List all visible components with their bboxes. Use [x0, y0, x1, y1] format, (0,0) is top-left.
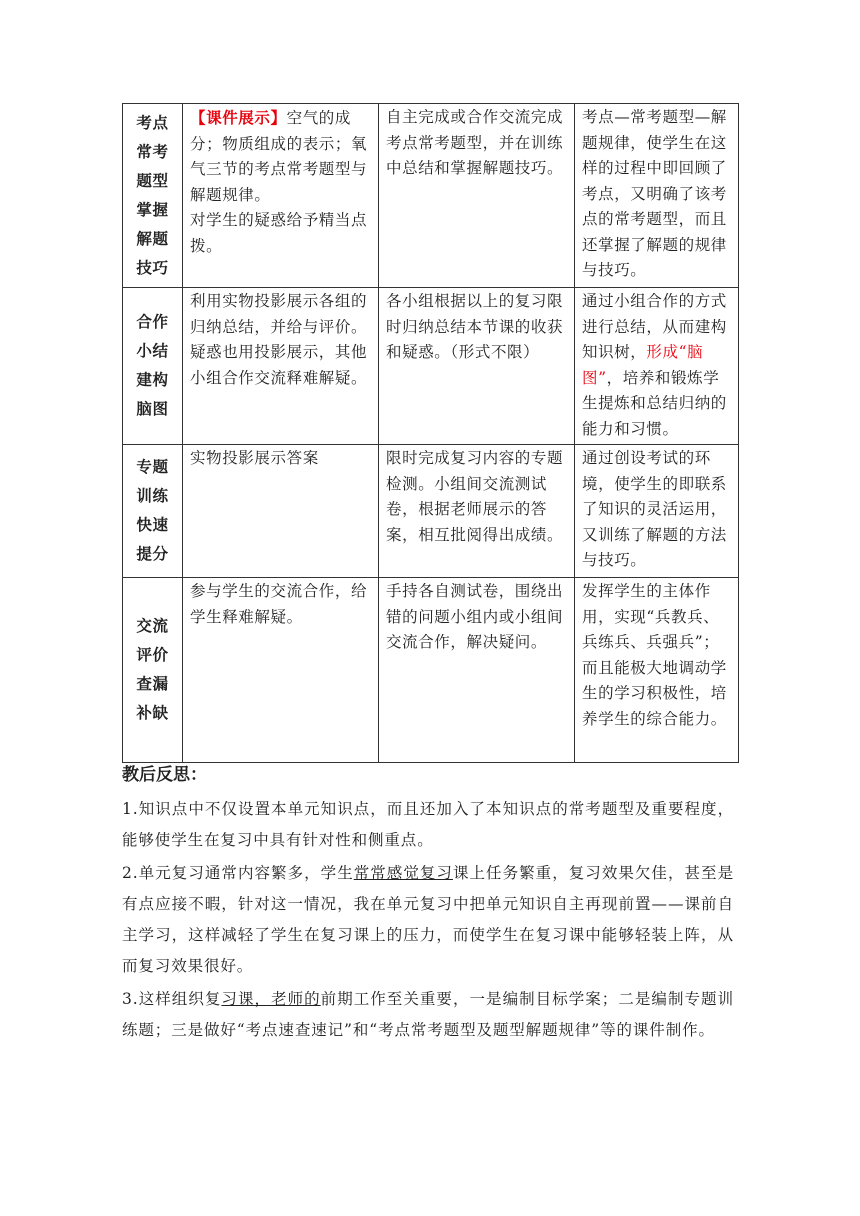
lesson-table — [122, 103, 739, 763]
underlined-text: 习课，老师的 — [221, 990, 321, 1008]
reflection-paragraph-2: 2.单元复习通常内容繁多，学生常常感觉复习课上任务繁重，复习效果欠佳，甚至是有点应接不暇，针对这一情况，我在单元复习中把单元知识自主再现前置——课前自主学习，这样减轻了学生在复习课上的压力，而使学生在复习课中能够轻装上阵，从而复习效果很好。 — [122, 864, 734, 975]
courseware-tag: 【课件展示】 — [190, 108, 287, 127]
student-activity-cell: 限时完成复习内容的专题检测。小组间交流测试卷，根据老师展示的答案，相互批阅得出成绩。 — [379, 445, 575, 578]
reflection-body — [122, 794, 734, 1048]
student-activity-cell: 各小组根据以上的复习限时归纳总结本节课的收获和疑惑。（形式不限） — [379, 288, 575, 445]
design-intent-cell: 通过创设考试的环境，使学生的即联系了知识的灵活运用，又训练了解题的方法与技巧。 — [575, 445, 739, 578]
table-row — [123, 104, 739, 288]
student-activity-cell: 手持各自测试卷，围绕出错的问题小组内或小组间交流合作，解决疑问。 — [379, 578, 575, 763]
reflection-paragraph-3: 3.这样组织复习课，老师的前期工作至关重要，一是编制目标学案；二是编制专题训练题；三是做好“考点速查速记”和“考点常考题型及题型解题规律”等的课件制作。 — [122, 990, 734, 1039]
phase-cell: 专题训练快速提分 — [123, 445, 183, 578]
teacher-activity-cell: 参与学生的交流合作，给学生释难解疑。 — [183, 578, 379, 763]
intent-text: 通过小组合作的方式进行总结，从而建构知识树， — [582, 292, 727, 361]
phase-cell: 交流评价查漏补缺 — [123, 578, 183, 763]
teacher-activity-extra: 疑惑也用投影展示，其他小组合作交流释难解疑。 — [190, 343, 368, 387]
teacher-activity-text: 空气的成分；物质组成的表示；氧气三节的考点常考题型与解题规律。 — [190, 109, 368, 204]
underlined-text: 常常感觉复习 — [353, 864, 453, 882]
teacher-activity-extra: 对学生的疑惑给予精当点拨。 — [190, 211, 368, 255]
reflection-paragraph-1: 1.知识点中不仅设置本单元知识点，而且还加入了本知识点的常考题型及重要程度，能够使学生在复习中具有针对性和侧重点。 — [122, 800, 734, 849]
design-intent-cell: 发挥学生的主体作用，实现“兵教兵、兵练兵、兵强兵”；而且能极大地调动学生的学习积极性，培养学生的综合能力。 — [575, 578, 739, 763]
table-row — [123, 445, 739, 578]
student-activity-cell: 自主完成或合作交流完成考点常考题型，并在训练中总结和掌握解题技巧。 — [379, 104, 575, 288]
teacher-activity-text: 利用实物投影展示各组的归纳总结，并给与评价。 — [190, 292, 368, 336]
design-intent-cell: 考点—常考题型—解题规律，使学生在这样的过程中即回顾了考点，又明确了该考点的常考题型，而且还掌握了解题的规律与技巧。 — [575, 104, 739, 288]
mind-map-highlight: 形成“脑图” — [582, 343, 704, 387]
teacher-activity-cell — [183, 104, 379, 288]
reflection-title: 教后反思： — [122, 765, 207, 785]
table-row — [123, 288, 739, 445]
teacher-activity-cell: 实物投影展示答案 — [183, 445, 379, 578]
table-row — [123, 578, 739, 763]
teacher-activity-cell — [183, 288, 379, 445]
phase-cell: 考点常考题型掌握解题技巧 — [123, 104, 183, 288]
intent-text-end: ，培养和锻炼学生提炼和总结归纳的能力和习惯。 — [582, 368, 727, 438]
design-intent-cell — [575, 288, 739, 445]
phase-cell: 合作小结建构脑图 — [123, 288, 183, 445]
